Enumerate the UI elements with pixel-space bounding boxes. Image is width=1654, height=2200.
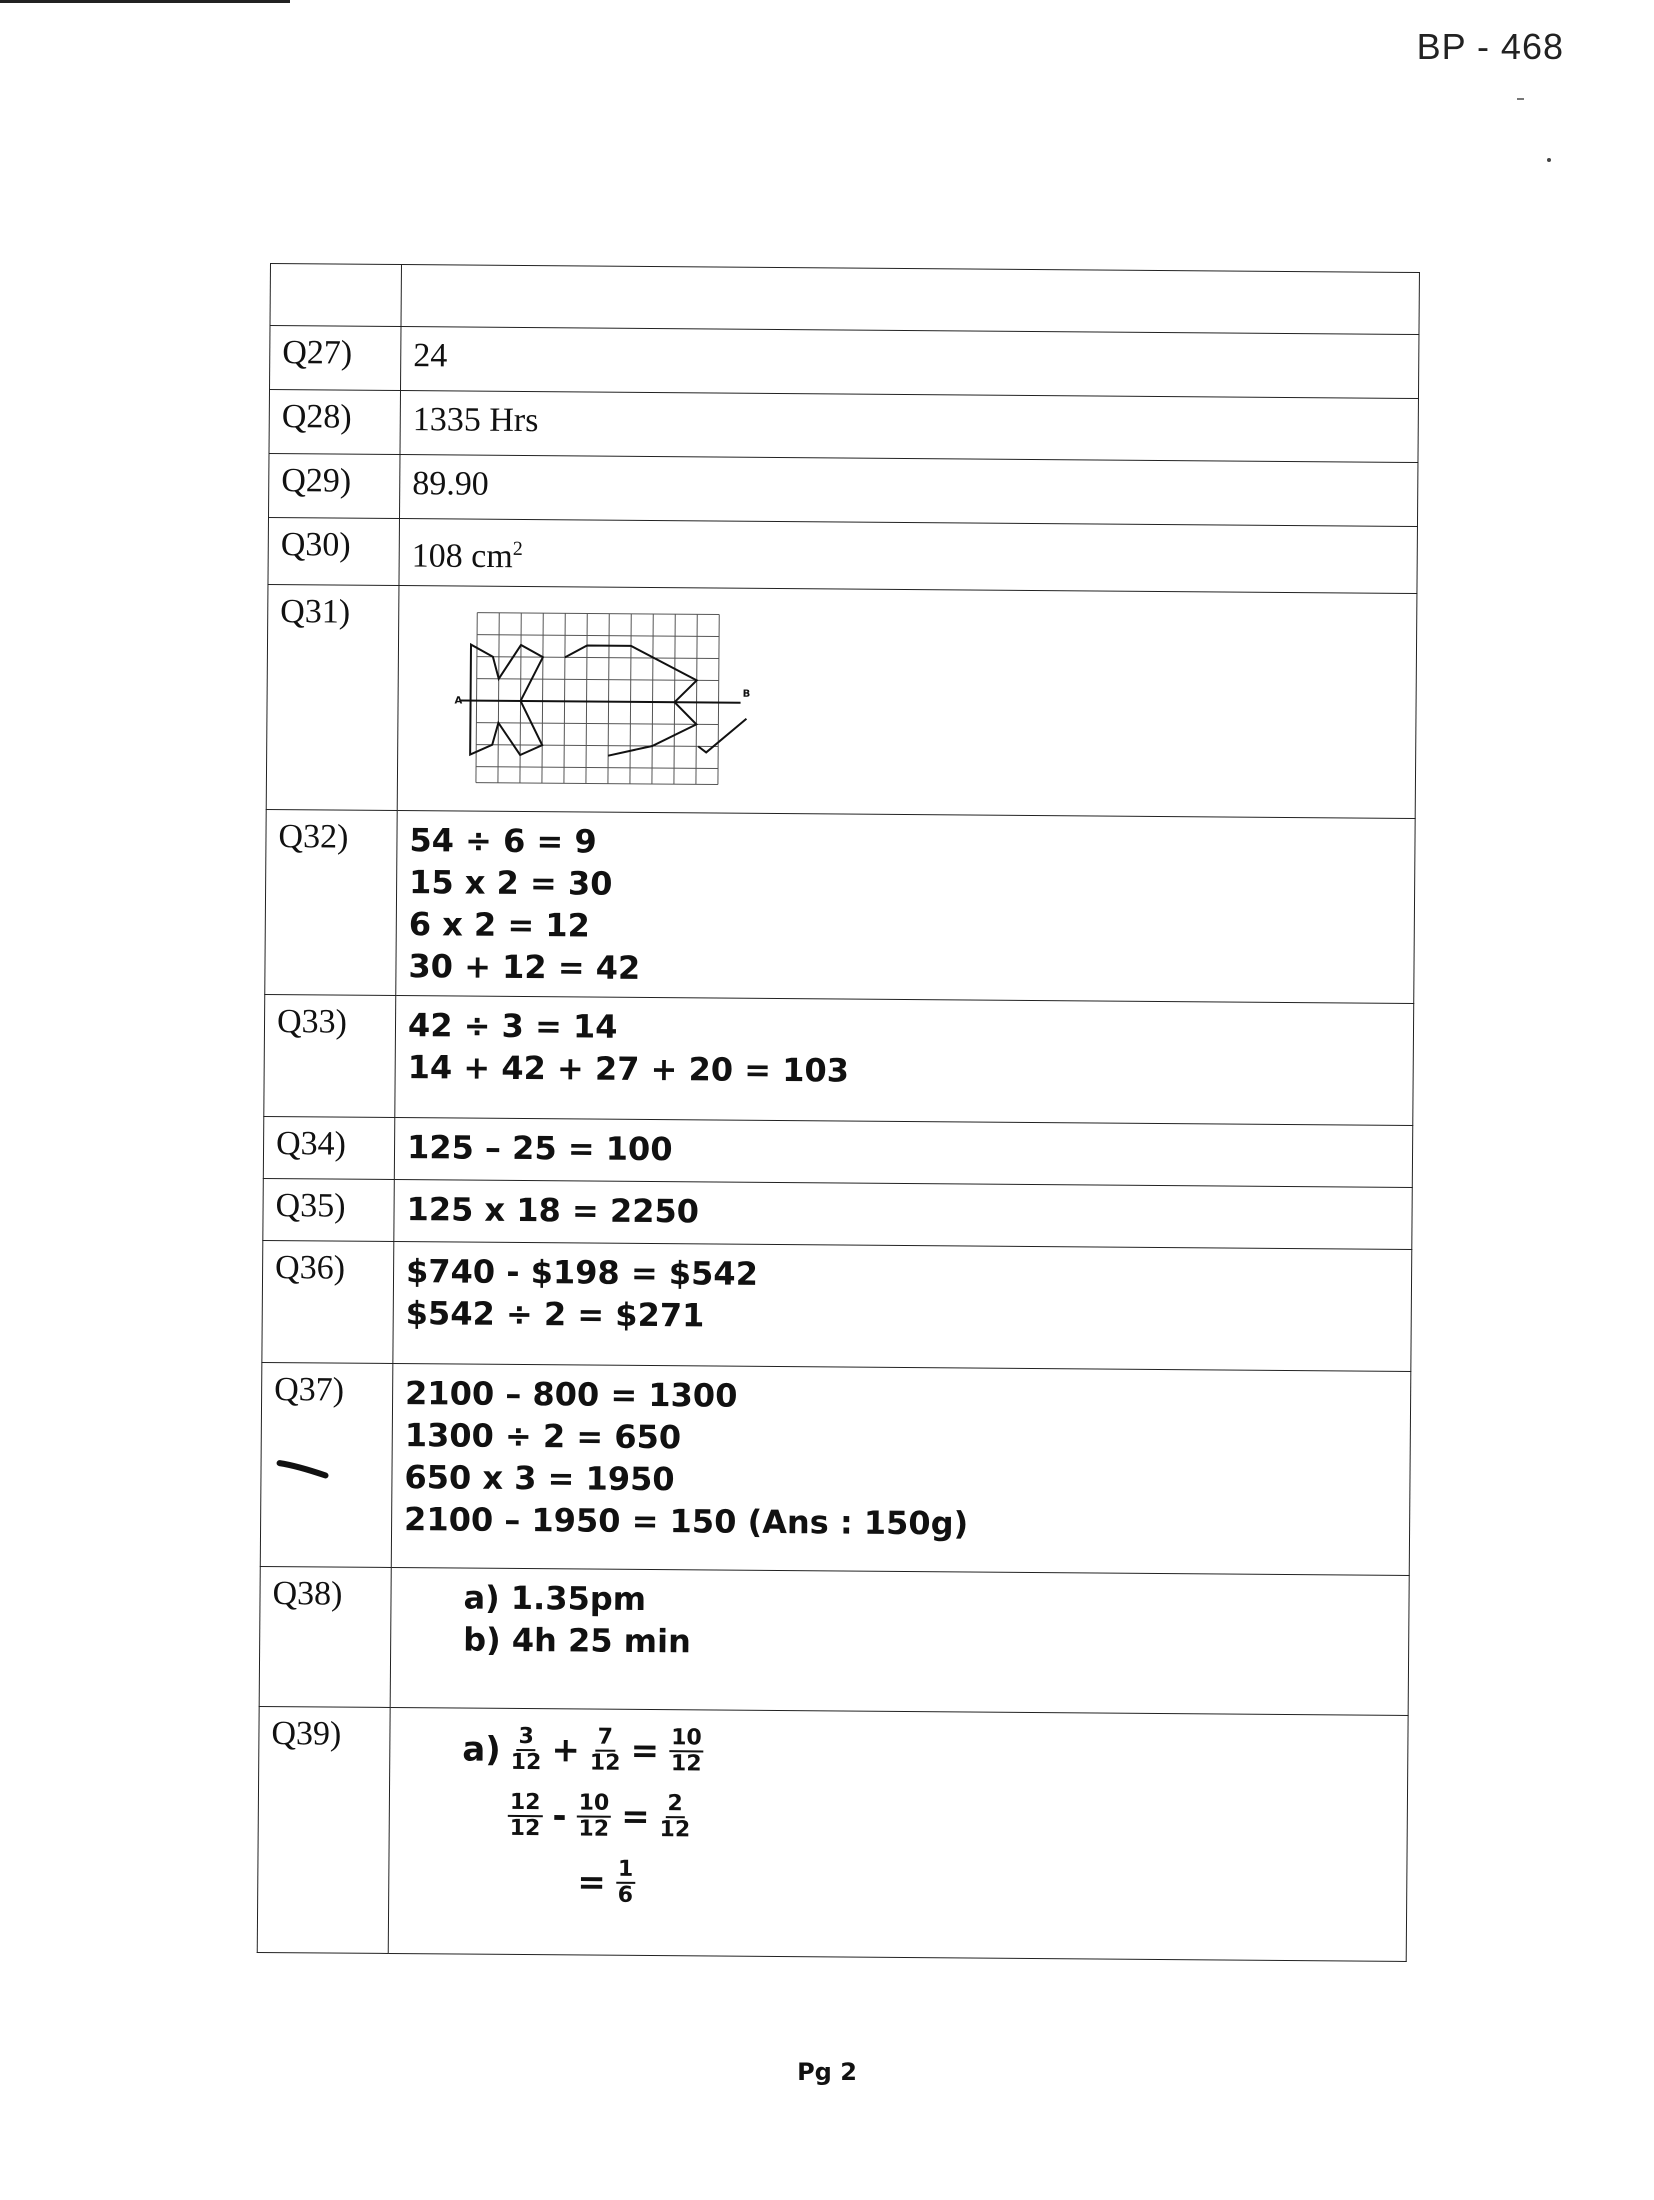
- table-row: [264, 995, 1414, 1126]
- answer-line: 15 x 2 = 30: [408, 863, 613, 904]
- answer-line: $542 ÷ 2 = $271: [405, 1294, 705, 1335]
- answer-cell: [393, 1242, 1412, 1372]
- pen-mark: [273, 1449, 333, 1489]
- answer-line: [412, 527, 1405, 585]
- answer-cell: [395, 996, 1414, 1126]
- symmetry-grid-drawing: [450, 605, 791, 798]
- answer-line: 650 x 3 = 1950: [404, 1458, 675, 1499]
- answer-line: 125 – 25 = 100: [406, 1128, 673, 1169]
- fraction: [669, 1727, 704, 1777]
- numerator: 12: [508, 1791, 543, 1817]
- numerator: 1: [616, 1858, 636, 1884]
- denominator: 12: [509, 1816, 541, 1842]
- table-row: [268, 517, 1417, 593]
- page-number: Pg 2: [797, 2058, 857, 2086]
- question-cell: [270, 264, 401, 327]
- answer-line: 54 ÷ 6 = 9: [409, 821, 597, 861]
- part-label: a): [462, 1729, 501, 1771]
- numerator: 3: [516, 1725, 536, 1751]
- numerator: 7: [596, 1726, 616, 1752]
- numerator: 2: [665, 1792, 685, 1818]
- answer-cell: [401, 265, 1419, 335]
- document-code: BP - 468: [1416, 26, 1564, 67]
- answer-cell: [391, 1364, 1411, 1576]
- table-row: [260, 1363, 1411, 1576]
- question-label: Q34): [263, 1117, 394, 1180]
- answer-line: $740 - $198 = $542: [405, 1252, 759, 1294]
- operator: -: [552, 1796, 567, 1837]
- fraction-line-1: [402, 1716, 1395, 1790]
- area-exponent: 2: [512, 537, 523, 560]
- scan-specks: [0, 0, 1654, 200]
- speck: [1547, 158, 1551, 162]
- answer-line: 125 x 18 = 2250: [406, 1190, 700, 1231]
- question-label: Q38): [259, 1567, 391, 1708]
- answer-line: 24: [413, 337, 448, 375]
- fraction: [508, 1791, 543, 1841]
- answer-cell: [390, 1568, 1409, 1716]
- question-label: Q32): [265, 810, 397, 996]
- question-label: Q35): [263, 1179, 394, 1242]
- fraction: [511, 1725, 542, 1775]
- answer-cell: [399, 519, 1417, 594]
- table-row: [269, 390, 1418, 463]
- mirror-line: [461, 701, 741, 703]
- fraction: [659, 1792, 690, 1842]
- numerator: 10: [669, 1727, 704, 1753]
- question-label: Q31): [266, 585, 399, 811]
- answer-cell: [394, 1180, 1412, 1250]
- question-label: Q28): [269, 390, 400, 455]
- question-text: Q37): [274, 1371, 345, 1409]
- denominator: 12: [589, 1750, 621, 1777]
- fraction: [576, 1792, 611, 1842]
- table-row: [263, 1179, 1412, 1250]
- fraction-line-2: [402, 1782, 1395, 1856]
- question-label: Q39): [257, 1707, 390, 1954]
- label-b: B: [742, 689, 751, 701]
- denominator: 12: [659, 1817, 691, 1843]
- equals-sign: =: [621, 1797, 650, 1838]
- table-row: [265, 810, 1415, 1004]
- answer-line: a) 1.35pm: [463, 1578, 647, 1619]
- answer-line: 1335 Hrs: [412, 401, 539, 440]
- answer-cell: [388, 1708, 1408, 1962]
- denominator: 6: [617, 1883, 634, 1909]
- table-row: [270, 264, 1419, 335]
- answer-line: 30 + 12 = 42: [408, 947, 641, 988]
- answer-line: 2100 – 800 = 1300: [404, 1374, 738, 1416]
- question-label: Q27): [270, 326, 401, 391]
- answer-line: 42 ÷ 3 = 14: [407, 1006, 618, 1047]
- shape-outline-top: [471, 645, 543, 702]
- table-row: [270, 326, 1419, 399]
- grid-wrap: [410, 594, 1405, 810]
- answer-cell: [396, 811, 1415, 1004]
- answer-line: 1300 ÷ 2 = 650: [404, 1416, 682, 1457]
- table-row: [266, 585, 1417, 819]
- check-mark: [698, 719, 746, 753]
- table-row: [269, 453, 1418, 526]
- numerator: 10: [577, 1792, 612, 1818]
- question-label: Q36): [262, 1241, 394, 1364]
- answer-cell: [394, 1118, 1412, 1188]
- denominator: 12: [670, 1751, 702, 1777]
- answer-line: b) 4h 25 min: [463, 1620, 691, 1661]
- answer-line: 6 x 2 = 12: [408, 905, 591, 945]
- table-row: [259, 1567, 1409, 1716]
- answer-cell: [399, 455, 1417, 527]
- question-label: Q33): [264, 995, 396, 1118]
- answer-line: 14 + 42 + 27 + 20 = 103: [407, 1048, 850, 1090]
- shape-outline-bottom: [470, 701, 542, 756]
- table-row: [262, 1241, 1412, 1372]
- equals-sign: =: [577, 1862, 606, 1904]
- answer-line: 89.90: [412, 465, 489, 503]
- question-label: [260, 1363, 393, 1568]
- denominator: 12: [578, 1816, 610, 1843]
- table-row: [257, 1707, 1408, 1962]
- area-value: 108 cm: [411, 537, 513, 576]
- table-row: [263, 1117, 1412, 1188]
- fraction: [616, 1858, 636, 1908]
- speck: [1517, 98, 1524, 100]
- answer-line: 2100 – 1950 = 150 (Ans : 150g): [403, 1500, 969, 1543]
- operator: +: [551, 1730, 581, 1771]
- denominator: 12: [510, 1750, 542, 1776]
- equals-sign: =: [630, 1731, 660, 1772]
- question-label: Q29): [269, 453, 400, 518]
- answer-table: [257, 263, 1420, 1962]
- answer-cell: [397, 586, 1417, 819]
- answer-cell: [400, 391, 1418, 463]
- fraction: [590, 1726, 621, 1776]
- answer-cell: [401, 327, 1419, 399]
- question-label: Q30): [268, 517, 400, 585]
- fraction-line-3: [401, 1848, 1394, 1922]
- label-a: A: [454, 695, 463, 707]
